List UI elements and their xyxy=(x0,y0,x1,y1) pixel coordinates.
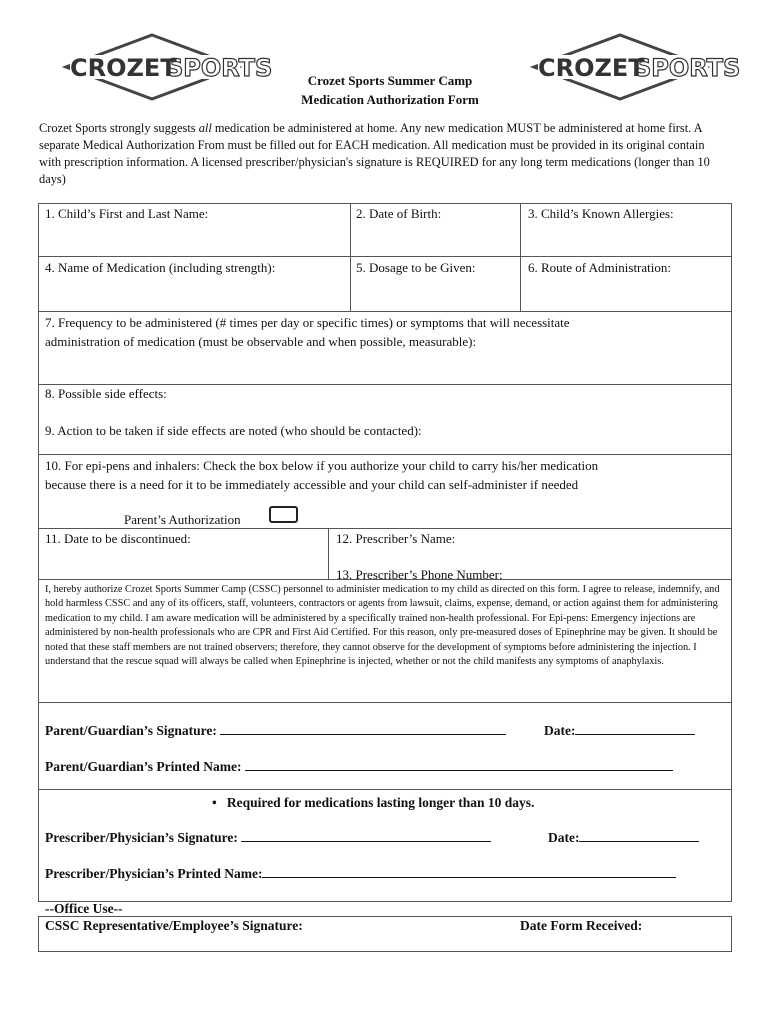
authorization-statement: I, hereby authorize Crozet Sports Summer Camp (CSSC) personnel to administer medication to my child as directed on this form. I agree to release, indemnify, and hold harmless CSSC and any of its officers, staff, volunteers, contractors or agents from lawsuit, claims, expense, demand, or action against them for administering medication to my child. I am aware medication will be administered by a specifically trained non-health professional. For Epi-pens: Emergency injections are administered by non-health professionals who are CPR and First Aid Certified. For this reason, only pre-measured doses of Epinephrine may be given. It should be noted that these staff members are not trained observers; therefore, they cannot observe for the development of symptoms before administering the injection. I understand that the rescue squad will always be called when Epinephrine is injected, whether or not the child manifests any symptoms of anaphylaxis. xyxy=(45,584,720,668)
intro-text-rest: medication be administered at home. Any new medication MUST be administered at home first. A separate Medical Authorization From must be filled out for EACH medication. All medication must be provided in its original contain with prescription information. A licensed prescriber/physician's signature is REQUIRED for any long term medications (longer than 10 days) xyxy=(39,121,710,186)
field-frequency-line2: administration of medication (must be observable and when possible, measurable): xyxy=(45,334,477,349)
date-received-label: Date Form Received: xyxy=(520,918,643,933)
prescriber-printed-line[interactable] xyxy=(262,864,676,878)
intro-text-start: Crozet Sports strongly suggests xyxy=(39,121,199,135)
prescriber-signature-label: Prescriber/Physician’s Signature: xyxy=(45,830,238,845)
field-action-taken: 9. Action to be taken if side effects are noted (who should be contacted): xyxy=(45,423,422,438)
prescriber-date-label: Date: xyxy=(548,830,580,845)
form-title-line1: Crozet Sports Summer Camp xyxy=(307,73,473,88)
crozet-sports-logo-left xyxy=(62,33,273,101)
field-child-name: 1. Child’s First and Last Name: xyxy=(45,206,209,221)
intro-paragraph xyxy=(39,120,729,188)
logo-word-sports: SPORTS xyxy=(634,54,741,82)
prescriber-date-row xyxy=(548,828,699,847)
parent-date-line[interactable] xyxy=(575,721,695,735)
field-date-discontinued: 11. Date to be discontinued: xyxy=(45,531,191,546)
parent-signature-label: Parent/Guardian’s Signature: xyxy=(45,723,217,738)
prescriber-date-line[interactable] xyxy=(579,828,699,842)
required-note: Required for medications lasting longer than 10 days. xyxy=(226,795,535,810)
parent-printed-label: Parent/Guardian’s Printed Name: xyxy=(45,759,242,774)
field-prescriber-name: 12. Prescriber’s Name: xyxy=(336,531,456,546)
parent-printed-line[interactable] xyxy=(245,757,673,771)
logo-word-crozet: CROZET xyxy=(70,54,177,82)
field-epipen-line1: 10. For epi-pens and inhalers: Check the box below if you authorize your child to carry his/her medication xyxy=(45,458,599,473)
parent-printed-row xyxy=(45,757,673,776)
rep-signature-label: CSSC Representative/Employee’s Signature: xyxy=(45,918,303,933)
field-medication-name: 4. Name of Medication (including strength): xyxy=(45,260,276,275)
field-frequency-line1: 7. Frequency to be administered (# times per day or specific times) or symptoms that will necessitate xyxy=(45,315,570,330)
parent-date-label: Date: xyxy=(544,723,576,738)
field-route: 6. Route of Administration: xyxy=(528,260,671,275)
prescriber-printed-label: Prescriber/Physician’s Printed Name: xyxy=(45,866,263,881)
office-use-heading: --Office Use-- xyxy=(45,901,123,916)
prescriber-signature-row xyxy=(45,828,491,847)
field-epipen-line2: because there is a need for it to be immediately accessible and your child can self-administer if needed xyxy=(45,477,579,492)
prescriber-printed-row xyxy=(45,864,676,883)
crozet-sports-logo-right xyxy=(530,33,741,101)
field-allergies: 3. Child’s Known Allergies: xyxy=(528,206,674,221)
parent-signature-box xyxy=(38,702,732,790)
field-prescriber-phone: 13. Prescriber’s Phone Number: xyxy=(336,567,503,582)
parent-authorization-label: Parent’s Authorization xyxy=(124,512,241,527)
parent-signature-row xyxy=(45,721,506,740)
bullet-icon: • xyxy=(212,795,227,810)
field-dob: 2. Date of Birth: xyxy=(356,206,442,221)
prescriber-signature-line[interactable] xyxy=(241,828,491,842)
form-title-line2: Medication Authorization Form xyxy=(301,92,479,107)
field-dosage: 5. Dosage to be Given: xyxy=(356,260,476,275)
intro-emphasis: all xyxy=(198,121,212,135)
logo-word-crozet: CROZET xyxy=(538,54,645,82)
field-side-effects: 8. Possible side effects: xyxy=(45,386,167,401)
required-note-row xyxy=(212,794,534,812)
parent-authorization-checkbox[interactable] xyxy=(269,506,298,523)
parent-date-row xyxy=(544,721,695,740)
logo-word-sports: SPORTS xyxy=(166,54,273,82)
parent-signature-line[interactable] xyxy=(220,721,506,735)
